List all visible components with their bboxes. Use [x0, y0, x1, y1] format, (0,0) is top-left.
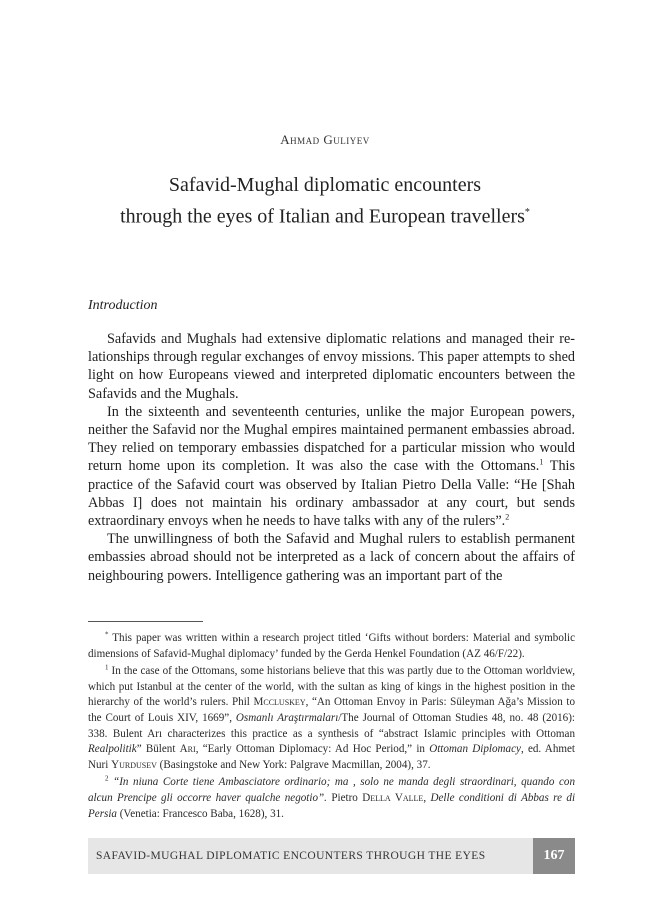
title-line-1: Safavid-Mughal diplomatic encounters [168, 174, 482, 196]
footnote-ref-1: 1 [539, 457, 544, 467]
footnote-divider [88, 621, 203, 622]
running-title: SAFAVID-MUGHAL DIPLOMATIC ENCOUNTERS THROUGH THE EYES [88, 838, 533, 874]
title-footnote-mark: * [524, 207, 530, 218]
paragraph-2-part-b: This practice of the Safavid court was observed by Italian Pietro Della Valle: “He [Shah Abbas I] does not maintain his ordinary ambassador at any court, but sends extraordinary envoys when he needs to have talks with any of the rulers”. [88, 458, 576, 530]
paragraph-1: Safavids and Mughals had extensive diplomatic relations and managed their relationships through regular exchanges of envoy missions. This paper attempts to shed light on how Europeans viewed and interpreted diplomatic encounters between the Safavids and the Mughals. [88, 331, 575, 402]
paragraph-2-part-a: In the sixteenth and seventeenth centuries, unlike the major European powers, neither the Safavid nor the Mughal empires maintained permanent embassies abroad. They relied on temporary embassies dispatched for a particular mission who would return home upon its completion. It was also the case with the Ottomans. [88, 403, 575, 475]
title-line-2: through the eyes of Italian and European travellers [120, 205, 525, 228]
footnote-2-mark: 2 [105, 774, 109, 783]
author-ari: Arı [179, 743, 196, 756]
work-title: Delle conditioni di Abbas re di Persia [88, 791, 576, 820]
article-title [60, 171, 590, 231]
footnote-2 [88, 775, 575, 822]
footnote-ref-2: 2 [505, 512, 510, 522]
italian-quote: “In niuna Corte tiene Ambasciatore ordinario; ma , solo ne manda degli straordinari, quando con alcun Prencipe gli occorre haver qualche negotio”. [88, 776, 575, 804]
footnote-1-text: ” Bülent [136, 743, 180, 756]
footnote-1-text: (Basingstoke and New York: Palgrave Macmillan, 2004), 37. [156, 758, 431, 771]
footnote-2-text: (Venetia: Francesco Baba, 1628), 31. [116, 807, 284, 820]
author-della-valle: Della Valle [362, 791, 424, 804]
page-footer [88, 838, 575, 874]
paragraph-3: The unwillingness of both the Safavid and Mughal rulers to establish permanent embassies abroad should not be interpreted as a lack of concern about the affairs of neighbouring powers. Intelligence gathering was an important part of the [88, 531, 575, 584]
footnote-2-text: , [423, 791, 431, 804]
footnote-1-text: , “An Ottoman Envoy in Paris: Süleyman Ağa’s Mission to the Court of Louis XIV, 1669”, [88, 696, 575, 724]
page-number: 167 [533, 838, 575, 874]
term-realpolitik: Realpolitik [88, 743, 137, 756]
footnote-1-text: In the case of the Ottomans, some historians believe that this was partly due to the Ottoman worldview, which put Istanbul at the center of the world, with the sultan as king of kings in the highest position in the hierarchy of the world’s rulers. Phil [88, 665, 575, 709]
footnote-1 [88, 664, 575, 773]
footnote-1-text: , ed. Ahmet Nuri [88, 743, 576, 771]
author-name: Ahmad Guliyev [280, 132, 370, 147]
footnote-star-text: This paper was written within a research project titled ‘Gifts without borders: Material and symbolic dimensions of Safavid-Mughal diplomacy’ funded by the Gerda Henkel Foundation (AZ 46/F/22). [88, 632, 575, 660]
footnotes [88, 631, 575, 824]
book-title: Ottoman Diplomacy [429, 743, 521, 756]
paragraph-2 [88, 403, 575, 530]
footnote-star-mark: * [105, 630, 109, 639]
footnote-1-text: , “Early Ottoman Diplomacy: Ad Hoc Period,” in [195, 743, 430, 756]
footnote-1-text: /The Journal of Ottoman Studies 48, no. 48 (2016): 338. Bulent Arı characterizes this practice as a synthesis of “abstract Islamic principles with Ottoman [88, 711, 576, 740]
author-yurdusev: Yurdusev [111, 758, 157, 771]
author-mccluskey: Mccluskey [253, 696, 306, 709]
footnote-star [88, 631, 575, 662]
body-text [88, 330, 575, 585]
footnote-1-mark: 1 [105, 663, 109, 672]
footnote-2-text: Pietro [326, 791, 363, 804]
section-heading: Introduction [88, 298, 158, 313]
journal-title: Osmanlı Araştırmaları [235, 711, 339, 724]
